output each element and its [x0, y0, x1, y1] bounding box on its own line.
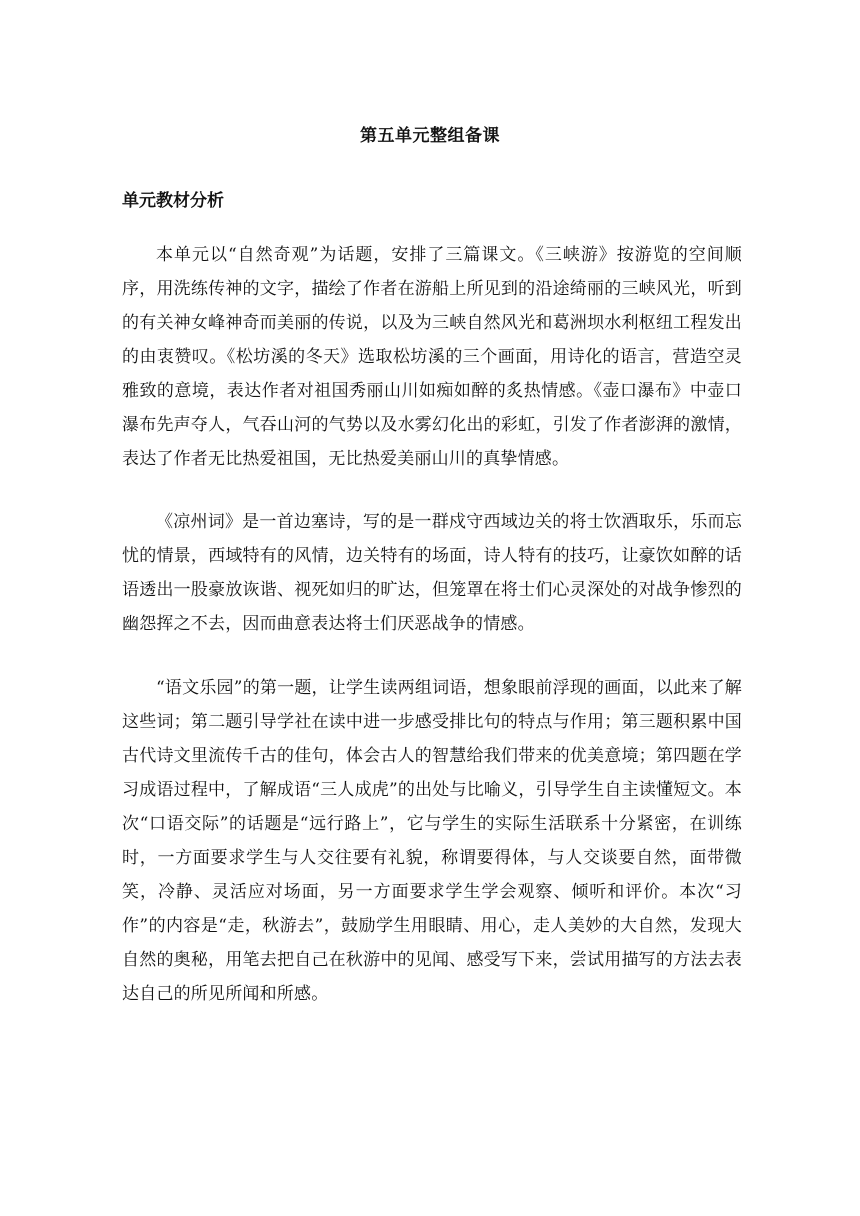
paragraph-poem: 《凉州词》是一首边塞诗，写的是一群戍守西域边关的将士饮酒取乐，乐而忘忧的情景，西域特有的风情，边关特有的场面，诗人特有的技巧，让豪饮如醉的话语透出一股豪放诙谐、视死如归的旷达，但笼罩在将士们心灵深处的对战争惨烈的幽怨挥之不去，因而曲意表达将士们厌恶战争的情感。 — [122, 512, 742, 634]
section-heading: 单元教材分析 — [122, 191, 224, 211]
document-title: 第五单元整组备课 — [360, 126, 500, 146]
paragraph-unit-texts: 本单元以“自然奇观”为话题，安排了三篇课文。《三峡游》按游览的空间顺序，用洗练传神的文字，描绘了作者在游船上所见到的沿途绮丽的三峡风光，听到的有关神女峰神奇而美丽的传说，以及为三峡自然风光和葛洲坝水利枢纽工程发出的由衷赞叹。《松坊溪的冬天》选取松坊溪的三个画面，用诗化的语言，营造空灵雅致的意境，表达作者对祖国秀丽山川如痴如醉的炙热情感。《壶口瀑布》中壶口瀑布先声夺人，气吞山河的气势以及水雾幻化出的彩虹，引发了作者澎湃的激情，表达了作者无比热爱祖国，无比热爱美丽山川的真挚情感。 — [122, 245, 742, 469]
paragraph-language-garden: “语文乐园”的第一题，让学生读两组词语，想象眼前浮现的画面，以此来了解这些词；第二题引导学社在读中进一步感受排比句的特点与作用；第三题积累中国古代诗文里流传千古的佳句，体会古人的智慧给我们带来的优美意境；第四题在学习成语过程中，了解成语“三人成虎”的出处与比喻义，引导学生自主读懂短文。本次“口语交际”的话题是“远行路上”，它与学生的实际生活联系十分紧密，在训练时，一方面要求学生与人交往要有礼貌，称谓要得体，与人交谈要自然，面带微笑，冷静、灵活应对场面，另一方面要求学生学会观察、倾听和评价。本次“习作”的内容是“走，秋游去”，鼓励学生用眼睛、用心，走人美妙的大自然，发现大自然的奥秘，用笔去把自己在秋游中的见闻、感受写下来，尝试用描写的方法去表达自己的所见所闻和所感。 — [122, 678, 742, 1004]
